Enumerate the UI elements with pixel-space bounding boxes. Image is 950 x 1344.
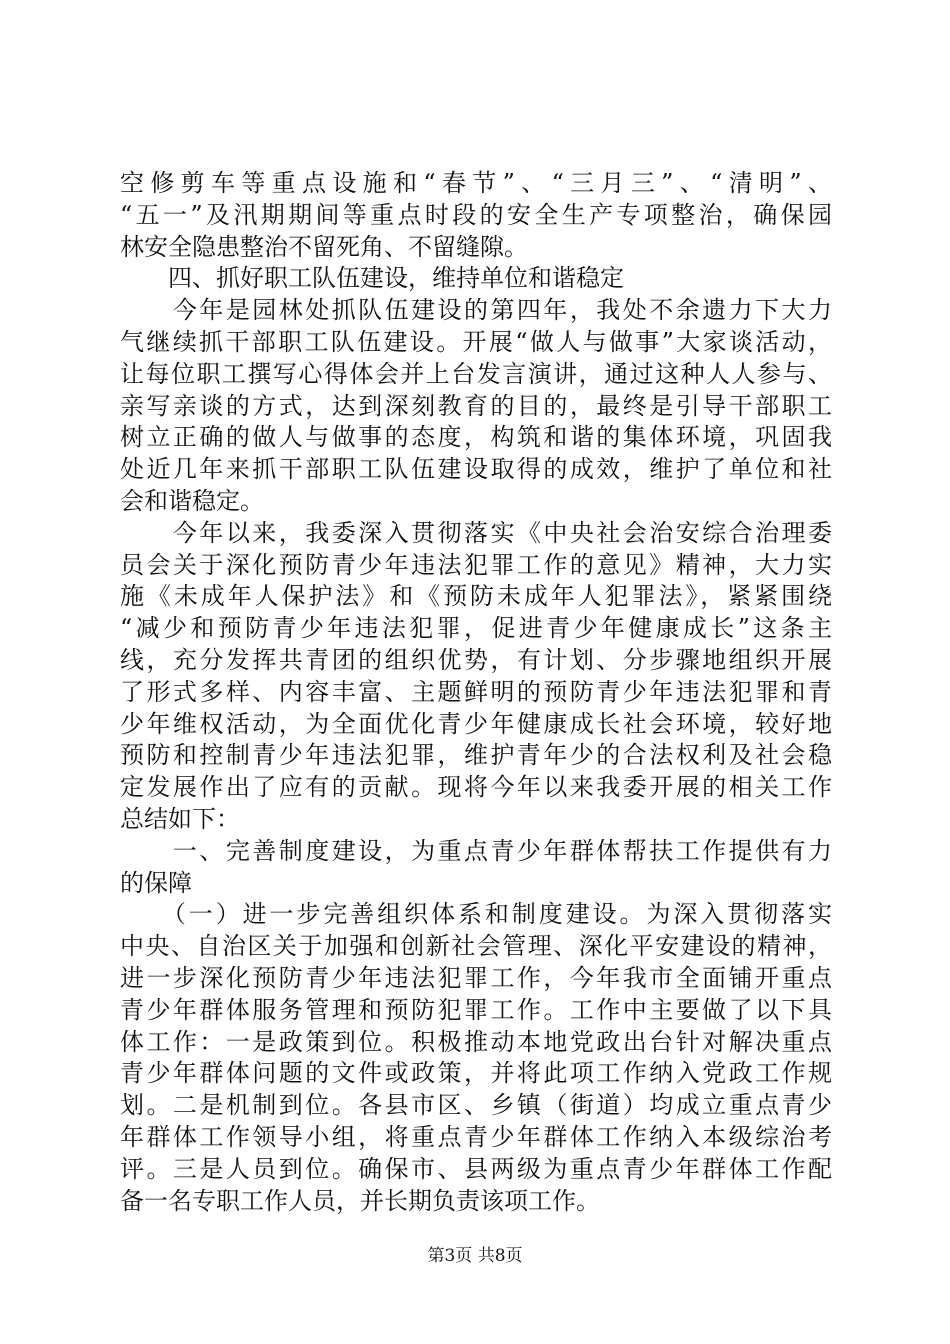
body-text-line: 划。二是机制到位。各县市区、乡镇（街道）均成立重点青少: [120, 1091, 832, 1120]
body-text-line: “五一”及汛期期间等重点时段的安全生产专项整治，确保园: [120, 200, 832, 229]
body-text-line: （一）进一步完善组织体系和制度建设。为深入贯彻落实: [120, 900, 832, 929]
body-text-line: 林安全隐患整治不留死角、不留缝隙。: [120, 232, 528, 261]
body-text-line: 空修剪车等重点设施和“春节”、“三月三”、“清明”、: [120, 169, 832, 197]
section-heading: 四、抓好职工队伍建设，维持单位和谐稳定: [120, 264, 624, 293]
body-text-line: 员会关于深化预防青少年违法犯罪工作的意见》精神，大力实: [120, 550, 832, 579]
body-text-line: 体工作：一是政策到位。积极推动本地党政出台针对解决重点: [120, 1027, 832, 1056]
body-text-line: 备一名专职工作人员，并长期负责该项工作。: [120, 1186, 600, 1215]
body-text-line: 今年是园林处抓队伍建设的第四年，我处不余遗力下大力: [120, 296, 832, 325]
body-text-line: 少年维权活动，为全面优化青少年健康成长社会环境，较好地: [120, 709, 832, 738]
body-text-line: 进一步深化预防青少年违法犯罪工作，今年我市全面铺开重点: [120, 964, 832, 992]
body-text-line: 总结如下：: [120, 805, 240, 833]
body-text-line: 亲写亲谈的方式，达到深刻教育的目的，最终是引导干部职工: [120, 391, 832, 420]
section-heading: 一、完善制度建设，为重点青少年群体帮扶工作提供有力: [120, 836, 832, 865]
body-text-line: 线，充分发挥共青团的组织优势，有计划、分步骤地组织开展: [120, 646, 832, 674]
body-text-line: 定发展作出了应有的贡献。现将今年以来我委开展的相关工作: [120, 773, 832, 802]
body-text-line: 会和谐稳定。: [120, 487, 264, 515]
body-text-line: 树立正确的做人与做事的态度，构筑和谐的集体环境，巩固我: [120, 423, 832, 452]
body-text-line: 评。三是人员到位。确保市、县两级为重点青少年群体工作配: [120, 1154, 832, 1183]
body-text-line: 处近几年来抓干部职工队伍建设取得的成效，维护了单位和社: [120, 455, 832, 484]
body-text-line: 气继续抓干部职工队伍建设。开展“做人与做事”大家谈活动，: [120, 328, 832, 356]
body-text-line: 今年以来，我委深入贯彻落实《中央社会治安综合治理委: [120, 518, 832, 547]
body-text-line: 让每位职工撰写心得体会并上台发言演讲，通过这种人人参与、: [120, 359, 832, 388]
body-text-line: 预防和控制青少年违法犯罪，维护青年少的合法权利及社会稳: [120, 741, 832, 770]
page-number-footer: 第3页 共8页: [427, 1246, 523, 1266]
body-text-line: “减少和预防青少年违法犯罪，促进青少年健康成长”这条主: [120, 614, 832, 643]
body-text-line: 了形式多样、内容丰富、主题鲜明的预防青少年违法犯罪和青: [120, 677, 832, 706]
body-text-line: 青少年群体问题的文件或政策，并将此项工作纳入党政工作规: [120, 1059, 832, 1088]
body-text-line: 施《未成年人保护法》和《预防未成年人犯罪法》，紧紧围绕: [120, 582, 832, 611]
body-text-line: 青少年群体服务管理和预防犯罪工作。工作中主要做了以下具: [120, 995, 832, 1024]
body-text-line: 中央、自治区关于加强和创新社会管理、深化平安建设的精神，: [120, 932, 832, 961]
section-heading: 的保障: [120, 868, 192, 897]
body-text-line: 年群体工作领导小组，将重点青少年群体工作纳入本级综治考: [120, 1123, 832, 1151]
